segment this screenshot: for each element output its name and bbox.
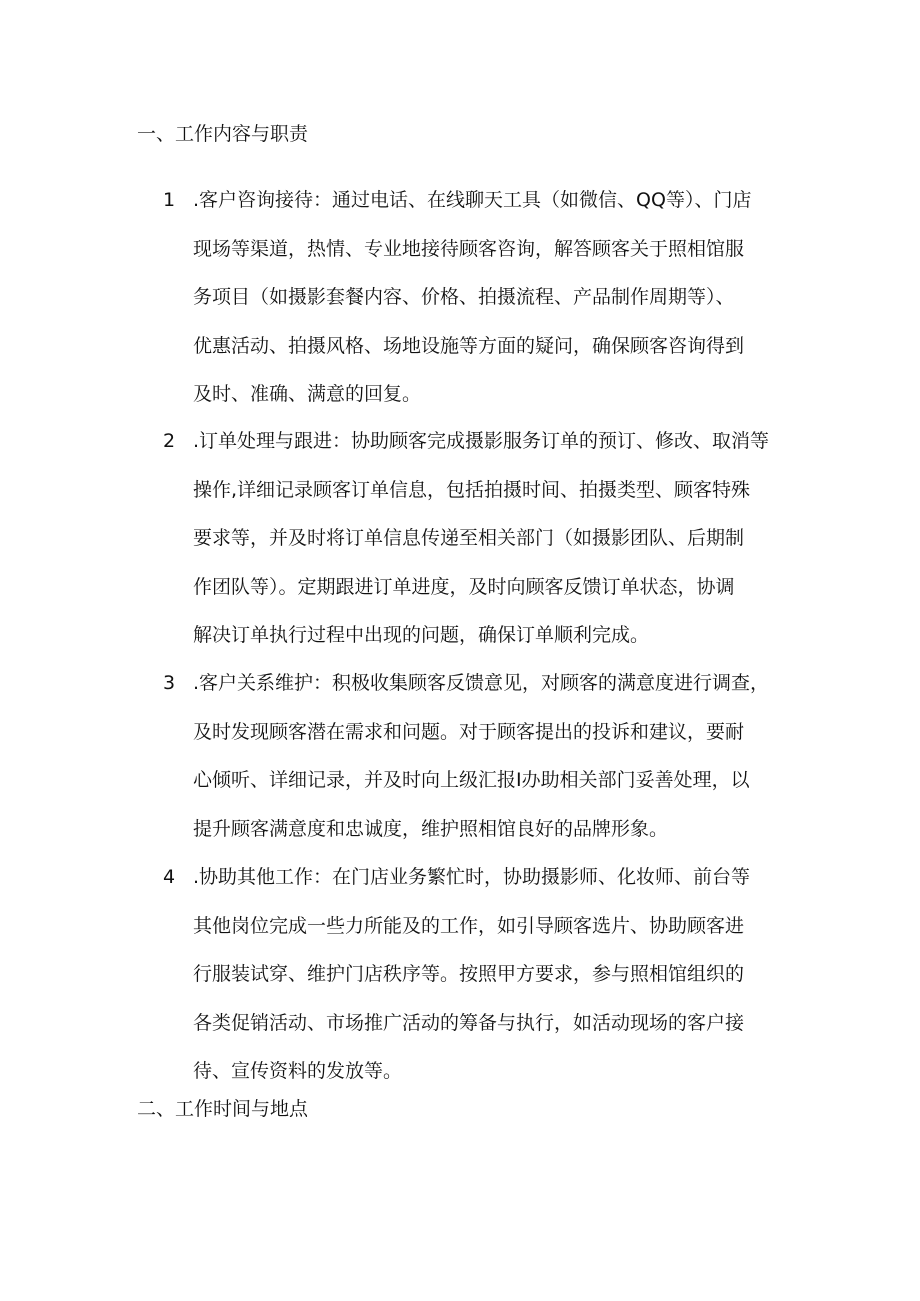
item-text: .协助其他工作：在门店业务繁忙时，协助摄影师、化妆师、前台等 <box>193 866 751 888</box>
item-line: 提升顾客满意度和忠诚度，维护照相馆良好的品牌形象。 <box>193 817 669 840</box>
item-number: 4 <box>163 866 176 888</box>
item-line: 务项目（如摄影套餐内容、价格、拍摄流程、产品制作周期等）、 <box>193 286 735 308</box>
item-number: 3 <box>163 672 176 694</box>
item-line: 及时、准确、满意的回复。 <box>193 383 422 405</box>
item-line: 要求等，并及时将订单信息传递至相关部门（如摄影团队、后期制 <box>193 527 745 549</box>
item-line: 作团队等）。定期跟进订单进度，及时向顾客反馈订单状态，协调 <box>193 575 735 598</box>
item-line: 待、宣传资料的发放等。 <box>193 1060 403 1082</box>
item-line: 及时发现顾客潜在需求和问题。对于顾客提出的投诉和建议，要耐 <box>193 720 745 743</box>
item-text: .订单处理与跟进：协助顾客完成摄影服务订单的预订、修改、取消等 <box>193 430 770 452</box>
item-line: 解决订单执行过程中出现的问题，确保订单顺利完成。 <box>193 624 650 646</box>
item-line: 其他岗位完成一些力所能及的工作，如引导顾客选片、协助顾客进 <box>193 914 745 937</box>
item-line <box>163 853 803 902</box>
item-text: .客户关系维护：积极收集顾客反馈意见，对顾客的满意度进行调查， <box>193 672 770 694</box>
section-heading-2: 二、工作时间与地点 <box>137 1098 309 1120</box>
list-item-4 <box>163 853 803 1096</box>
item-line: 现场等渠道，热情、专业地接待顾客咨询，解答顾客关于照相馆服 <box>193 237 745 260</box>
item-line: 行服装试穿、维护门店秩序等。按照甲方要求，参与照相馆组织的 <box>193 963 745 985</box>
item-line <box>163 659 803 708</box>
item-line <box>163 176 803 225</box>
item-line: 操作,详细记录顾客订单信息，包括拍摄时间、拍摄类型、顾客特殊 <box>193 478 751 501</box>
item-number: 2 <box>163 430 176 452</box>
list-item-2 <box>163 417 803 660</box>
item-line: 各类促销活动、市场推广活动的筹备与执行，如活动现场的客户接 <box>193 1011 745 1034</box>
item-line: 优惠活动、拍摄风格、场地设施等方面的疑问，确保顾客咨询得到 <box>193 334 745 357</box>
list-item-1 <box>163 176 803 419</box>
item-line: 心倾听、详细记录，并及时向上级汇报I办助相关部门妥善处理，以 <box>193 769 750 791</box>
item-text: .客户咨询接待：通过电话、在线聊天工具（如微信、QQ等）、门店 <box>193 189 752 211</box>
section-heading-1: 一、工作内容与职责 <box>137 123 309 145</box>
item-line <box>163 417 803 466</box>
item-number: 1 <box>163 189 176 211</box>
list-item-3 <box>163 659 803 853</box>
